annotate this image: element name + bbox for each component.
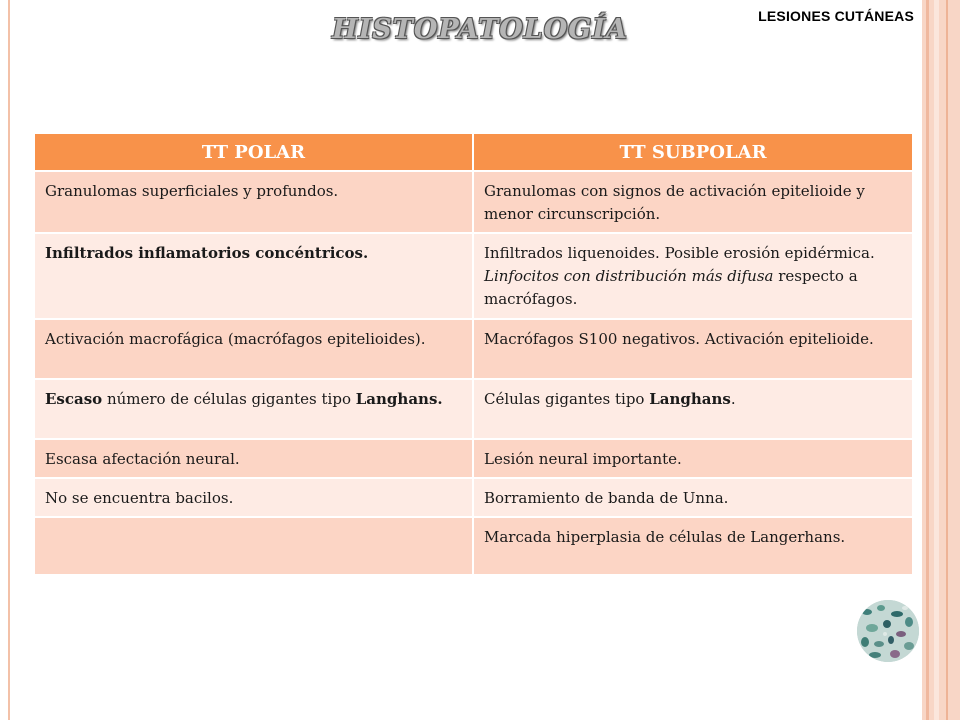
cell-polar: No se encuentra bacilos. <box>35 478 473 517</box>
column-header-tt-polar: TT POLAR <box>35 134 473 171</box>
cell-polar: Activación macrofágica (macrófagos epitelioides). <box>35 319 473 379</box>
cell-polar: Granulomas superficiales y profundos. <box>35 171 473 233</box>
cell-subpolar: Lesión neural importante. <box>473 439 912 478</box>
table-row <box>35 439 912 478</box>
right-decorative-band <box>922 0 960 720</box>
cell-subpolar: Células gigantes tipo Langhans. <box>473 379 912 439</box>
cell-subpolar: Borramiento de banda de Unna. <box>473 478 912 517</box>
cell-subpolar: Marcada hiperplasia de células de Langerhans. <box>473 517 912 575</box>
cell-polar: Infiltrados inflamatorios concéntricos. <box>35 233 473 319</box>
slide-title: HISTOPATOLOGÍA <box>332 14 628 45</box>
table-row <box>35 478 912 517</box>
cell-subpolar: Granulomas con signos de activación epitelioide y menor circunscripción. <box>473 171 912 233</box>
table-header-row <box>35 134 912 171</box>
table-row <box>35 171 912 233</box>
histopathology-table <box>35 134 912 576</box>
topic-label: LESIONES CUTÁNEAS <box>758 8 914 24</box>
cell-polar <box>35 517 473 575</box>
table-row <box>35 379 912 439</box>
table-row <box>35 517 912 575</box>
cell-subpolar: Infiltrados liquenoides. Posible erosión epidérmica. Linfocitos con distribución más difusa respecto a macrófagos. <box>473 233 912 319</box>
left-decorative-rule <box>8 0 10 720</box>
cell-polar: Escasa afectación neural. <box>35 439 473 478</box>
micrograph-cells-icon <box>857 600 919 662</box>
table-row <box>35 319 912 379</box>
cell-subpolar: Macrófagos S100 negativos. Activación epitelioide. <box>473 319 912 379</box>
table-row <box>35 233 912 319</box>
column-header-tt-subpolar: TT SUBPOLAR <box>473 134 912 171</box>
histology-micrograph-image <box>857 600 919 662</box>
slide-title-container <box>0 14 960 45</box>
cell-polar: Escaso número de células gigantes tipo Langhans. <box>35 379 473 439</box>
